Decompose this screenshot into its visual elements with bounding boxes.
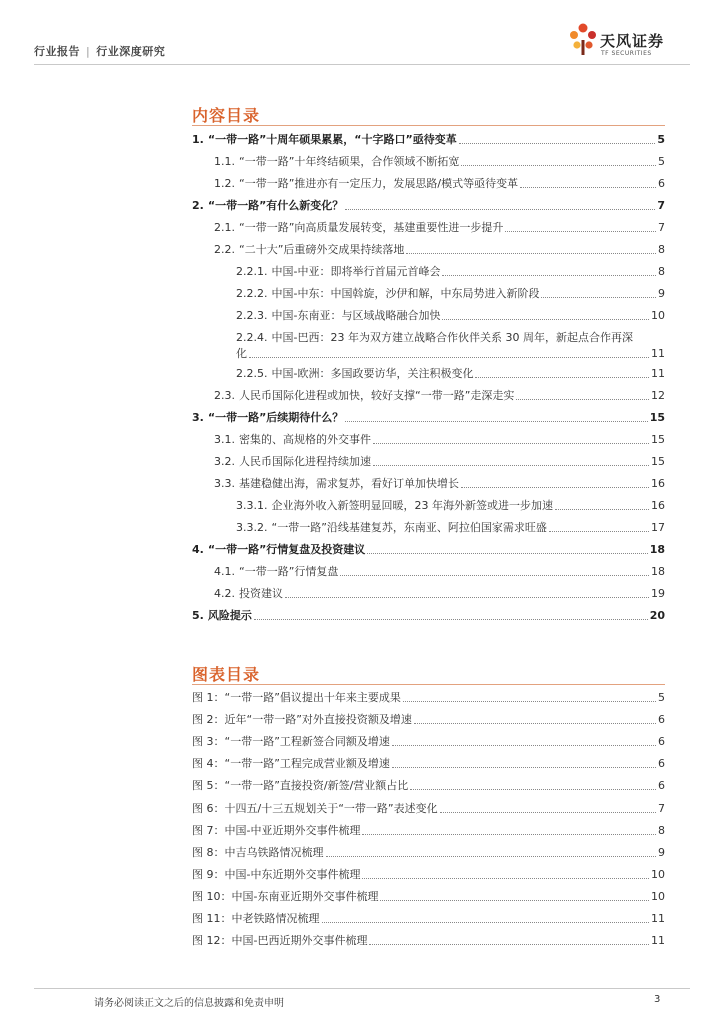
toc-item-number: 4. xyxy=(192,543,204,556)
toc-item-label: “一带一路”后续期待什么？ xyxy=(207,411,344,424)
toc-item-label: “一带一路”行情复盘及投资建议 xyxy=(207,543,366,556)
toc-leader-dots xyxy=(461,487,649,488)
toc-leader-dots xyxy=(475,377,649,378)
figure-number: 图 9： xyxy=(192,868,225,881)
toc-item-label: 风险提示 xyxy=(207,609,252,622)
toc-item-label: “二十大”后重磅外交成果持续落地 xyxy=(239,243,405,256)
figure-page: 6 xyxy=(658,757,665,770)
toc-leader-dots xyxy=(442,275,656,276)
figure-leader-dots xyxy=(392,767,656,768)
toc-item-label: 中国-中亚：即将举行首届元首峰会 xyxy=(271,265,441,278)
figure-caption: 中国-东南亚近期外交事件梳理 xyxy=(231,890,379,903)
page-number: 3 xyxy=(654,994,661,1005)
toc-item-label: 中国-中东：中国斡旋，沙伊和解，中东局势进入新阶段 xyxy=(271,287,540,300)
toc-item-label: “一带一路”十周年硕果累累，“十字路口”亟待变革 xyxy=(207,133,457,146)
toc-item-number: 1.1. xyxy=(214,155,235,168)
figures-title-rule xyxy=(192,684,665,685)
toc-item-label: 基建稳健出海，需求复苏，看好订单加快增长 xyxy=(239,477,459,490)
toc-leader-dots xyxy=(406,253,656,254)
toc-item[interactable] xyxy=(236,265,665,279)
figure-list-item[interactable] xyxy=(192,824,665,838)
figure-number: 图 11： xyxy=(192,912,232,925)
figure-page: 11 xyxy=(651,912,665,925)
figure-caption: 中国-中东近期外交事件梳理 xyxy=(224,868,361,881)
figure-list-item[interactable] xyxy=(192,846,665,860)
toc-item-line xyxy=(236,331,665,345)
toc-item-number: 2.2. xyxy=(214,243,235,256)
toc-item[interactable] xyxy=(214,221,665,235)
toc-item[interactable] xyxy=(192,609,665,623)
toc-item[interactable] xyxy=(214,455,665,469)
figure-leader-dots xyxy=(380,900,649,901)
figure-caption: 中国-巴西近期外交事件梳理 xyxy=(231,934,368,947)
logo-flower-icon xyxy=(568,22,598,58)
toc-leader-dots xyxy=(373,443,649,444)
figure-list-item[interactable] xyxy=(192,757,665,771)
toc-item-page: 15 xyxy=(651,433,665,446)
toc-item-page: 5 xyxy=(657,133,665,146)
figure-page: 11 xyxy=(651,934,665,947)
figure-caption: “一带一路”倡议提出十年来主要成果 xyxy=(224,691,401,704)
toc-item-page: 19 xyxy=(651,587,665,600)
footer-divider xyxy=(34,988,690,989)
report-subcategory: 行业深度研究 xyxy=(96,45,166,58)
toc-leader-dots xyxy=(345,421,647,422)
figure-leader-dots xyxy=(369,944,649,945)
toc-item-page: 7 xyxy=(658,221,665,234)
figure-leader-dots xyxy=(362,834,656,835)
toc-item-label: “一带一路”向高质量发展转变，基建重要性进一步提升 xyxy=(239,221,504,234)
figure-caption: 十四五/十三五规划关于“一带一路”表述变化 xyxy=(224,802,438,815)
toc-item-number: 2.2.5. xyxy=(236,367,268,380)
toc-item-page: 16 xyxy=(651,477,665,490)
toc-item-page: 10 xyxy=(651,309,665,322)
toc-item[interactable] xyxy=(214,433,665,447)
toc-leader-dots xyxy=(549,531,649,532)
toc-item-page: 11 xyxy=(651,367,665,380)
toc-leader-dots xyxy=(541,297,656,298)
toc-item-label: 投资建议 xyxy=(239,587,283,600)
toc-item[interactable] xyxy=(236,331,665,361)
figure-number: 图 8： xyxy=(192,846,225,859)
toc-item-page: 12 xyxy=(651,389,665,402)
logo-chinese-name: 天风证券 xyxy=(600,32,665,50)
toc-item-number: 4.2. xyxy=(214,587,235,600)
toc-item-label: 人民币国际化进程持续加速 xyxy=(239,455,371,468)
figure-page: 8 xyxy=(658,824,665,837)
toc-item[interactable] xyxy=(214,243,665,257)
toc-item-number: 3. xyxy=(192,411,204,424)
toc-item[interactable] xyxy=(214,565,665,579)
figure-leader-dots xyxy=(414,723,656,724)
figure-list-item[interactable] xyxy=(192,713,665,727)
figure-list-item[interactable] xyxy=(192,779,665,793)
figure-page: 7 xyxy=(658,802,665,815)
toc-item-page: 15 xyxy=(651,455,665,468)
toc-item-page: 7 xyxy=(657,199,665,212)
header-separator: | xyxy=(86,45,91,58)
toc-item-page: 11 xyxy=(651,347,665,360)
figure-number: 图 2： xyxy=(192,713,225,726)
toc-item-number: 3.3. xyxy=(214,477,235,490)
toc-item[interactable] xyxy=(214,155,665,169)
figure-list-item[interactable] xyxy=(192,934,665,948)
figure-page: 9 xyxy=(658,846,665,859)
figure-number: 图 1： xyxy=(192,691,225,704)
toc-leader-dots xyxy=(461,165,656,166)
figures-title: 图表目录 xyxy=(192,665,261,684)
toc-item-label: “一带一路”行情复盘 xyxy=(239,565,339,578)
toc-item-number: 3.1. xyxy=(214,433,235,446)
figure-page: 5 xyxy=(658,691,665,704)
figure-leader-dots xyxy=(322,922,650,923)
toc-item[interactable] xyxy=(236,367,665,381)
figure-number: 图 5： xyxy=(192,779,225,792)
figure-page: 6 xyxy=(658,735,665,748)
figure-caption: 中吉乌铁路情况梳理 xyxy=(224,846,324,859)
toc-leader-dots xyxy=(442,319,649,320)
toc-item-number: 2.2.3. xyxy=(236,309,268,322)
toc-item-label: 企业海外收入新签明显回暖，23 年海外新签或进一步加速 xyxy=(271,499,553,512)
toc-item-page: 18 xyxy=(649,543,665,556)
figure-number: 图 7： xyxy=(192,824,225,837)
toc-item-line xyxy=(236,347,665,361)
figure-caption: 中国-中亚近期外交事件梳理 xyxy=(224,824,361,837)
report-header xyxy=(34,43,165,59)
toc-leader-dots xyxy=(459,143,656,144)
toc-item-page: 20 xyxy=(649,609,665,622)
figure-number: 图 3： xyxy=(192,735,225,748)
figure-number: 图 4： xyxy=(192,757,225,770)
toc-leader-dots xyxy=(516,399,649,400)
toc-item-label-continued: 化 xyxy=(236,347,247,360)
toc-item-number: 2. xyxy=(192,199,204,212)
toc-item-page: 16 xyxy=(651,499,665,512)
toc-leader-dots xyxy=(373,465,649,466)
figure-caption: 近年“一带一路”对外直接投资额及增速 xyxy=(224,713,412,726)
toc-item-number: 2.2.2. xyxy=(236,287,268,300)
toc-item-number: 3.3.2. xyxy=(236,521,268,534)
header-divider xyxy=(34,64,690,65)
toc-item[interactable] xyxy=(192,199,665,213)
figure-number: 图 10： xyxy=(192,890,232,903)
figure-number: 图 6： xyxy=(192,802,225,815)
toc-leader-dots xyxy=(285,597,649,598)
toc-item[interactable] xyxy=(236,309,665,323)
toc-item-label: 中国-巴西：23 年为双方建立战略合作伙伴关系 30 周年，新起点合作再深 xyxy=(271,331,633,344)
toc-leader-dots xyxy=(505,231,656,232)
figure-caption: 中老铁路情况梳理 xyxy=(231,912,320,925)
toc-item-page: 15 xyxy=(649,411,665,424)
toc-item-label: 中国-东南亚：与区域战略融合加快 xyxy=(271,309,441,322)
figure-list-item[interactable] xyxy=(192,735,665,749)
figure-page: 6 xyxy=(658,713,665,726)
toc-item[interactable] xyxy=(214,389,665,403)
figure-leader-dots xyxy=(362,878,649,879)
toc-item-number: 2.2.1. xyxy=(236,265,268,278)
figure-leader-dots xyxy=(403,701,656,702)
toc-item-number: 2.2.4. xyxy=(236,331,268,344)
toc-leader-dots xyxy=(340,575,649,576)
figure-page: 10 xyxy=(651,868,665,881)
toc-item-page: 8 xyxy=(658,243,665,256)
figure-leader-dots xyxy=(440,812,656,813)
toc-item[interactable] xyxy=(236,521,665,535)
toc-item[interactable] xyxy=(214,177,665,191)
toc-item[interactable] xyxy=(192,411,665,425)
figure-leader-dots xyxy=(410,789,656,790)
toc-item-page: 8 xyxy=(658,265,665,278)
toc-leader-dots xyxy=(520,187,656,188)
toc-leader-dots xyxy=(345,209,655,210)
toc-item[interactable] xyxy=(192,133,665,147)
toc-leader-dots xyxy=(249,357,649,358)
figure-leader-dots xyxy=(326,856,657,857)
toc-item-number: 3.3.1. xyxy=(236,499,268,512)
toc-item[interactable] xyxy=(236,287,665,301)
toc-item[interactable] xyxy=(214,477,665,491)
toc-leader-dots xyxy=(555,509,649,510)
toc-item-label: “一带一路”推进亦有一定压力，发展思路/模式等亟待变革 xyxy=(239,177,519,190)
toc-item[interactable] xyxy=(236,499,665,513)
figure-caption: “一带一路”工程完成营业额及增速 xyxy=(224,757,390,770)
toc-item-number: 5. xyxy=(192,609,204,622)
contents-title: 内容目录 xyxy=(192,106,261,125)
toc-item-label: 密集的、高规格的外交事件 xyxy=(239,433,371,446)
figure-leader-dots xyxy=(392,745,656,746)
figure-list-item[interactable] xyxy=(192,890,665,904)
toc-item-page: 5 xyxy=(658,155,665,168)
company-logo xyxy=(568,22,708,62)
toc-leader-dots xyxy=(367,553,647,554)
figure-caption: “一带一路”直接投资/新签/营业额占比 xyxy=(224,779,409,792)
toc-item-number: 4.1. xyxy=(214,565,235,578)
toc-item-label: “一带一路”沿线基建复苏，东南亚、阿拉伯国家需求旺盛 xyxy=(271,521,547,534)
toc-item-label: 中国-欧洲：多国政要访华，关注积极变化 xyxy=(271,367,474,380)
toc-item-page: 17 xyxy=(651,521,665,534)
toc-item-number: 2.1. xyxy=(214,221,235,234)
toc-leader-dots xyxy=(254,619,648,620)
toc-item-number: 2.3. xyxy=(214,389,235,402)
figure-list-item[interactable] xyxy=(192,868,665,882)
figure-caption: “一带一路”工程新签合同额及增速 xyxy=(224,735,390,748)
figure-list-item[interactable] xyxy=(192,691,665,705)
footer-disclaimer: 请务必阅读正文之后的信息披露和免责申明 xyxy=(94,998,284,1009)
toc-item[interactable] xyxy=(214,587,665,601)
figure-page: 6 xyxy=(658,779,665,792)
toc-item-number: 1. xyxy=(192,133,204,146)
toc-item-page: 9 xyxy=(658,287,665,300)
logo-english-name: TF SECURITIES xyxy=(601,50,652,57)
toc-item-number: 3.2. xyxy=(214,455,235,468)
figure-number: 图 12： xyxy=(192,934,232,947)
report-category: 行业报告 xyxy=(34,45,80,58)
toc-item-label: 人民币国际化进程或加快，较好支撑“一带一路”走深走实 xyxy=(239,389,515,402)
figure-page: 10 xyxy=(651,890,665,903)
toc-item-page: 6 xyxy=(658,177,665,190)
figure-list-item[interactable] xyxy=(192,802,665,816)
toc-item[interactable] xyxy=(192,543,665,557)
toc-item-label: “一带一路”十年终结硕果，合作领域不断拓宽 xyxy=(239,155,460,168)
toc-item-number: 1.2. xyxy=(214,177,235,190)
figure-list-item[interactable] xyxy=(192,912,665,926)
toc-item-label: “一带一路”有什么新变化？ xyxy=(207,199,344,212)
toc-item-page: 18 xyxy=(651,565,665,578)
contents-title-rule xyxy=(192,125,665,126)
